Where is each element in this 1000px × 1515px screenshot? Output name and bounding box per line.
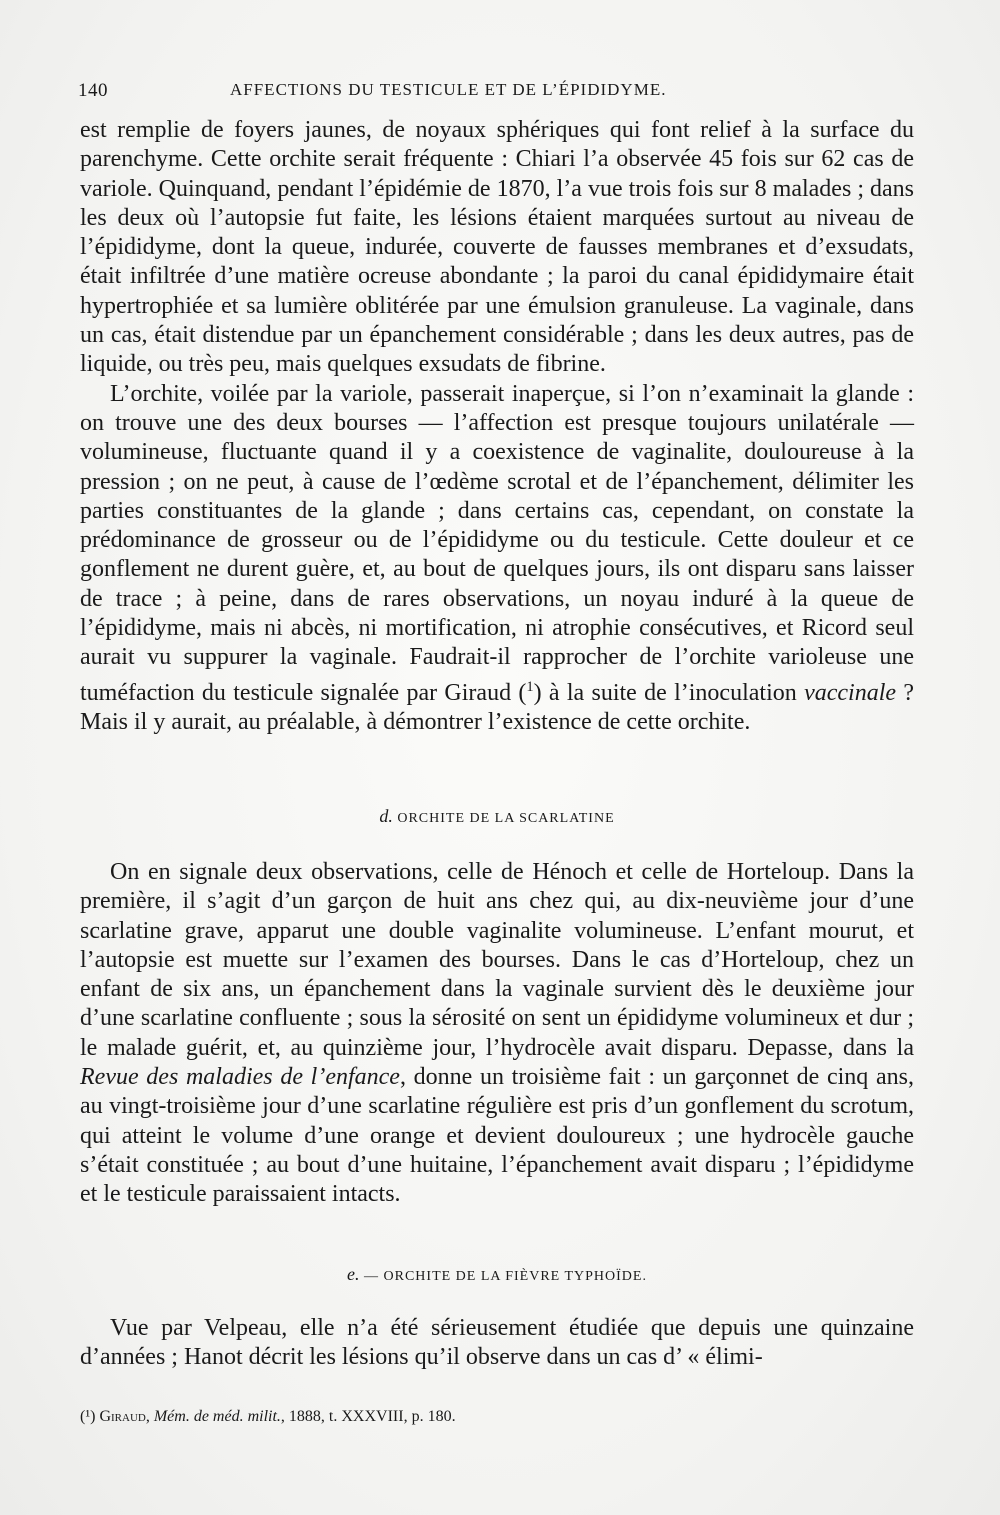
paragraph-typhoide: Vue par Velpeau, elle n’a été sérieusement étudiée que depuis une quinzaine d’années ; Hanot décrit les lésions qu’il observe dans un cas d’ « élimi- — [80, 1315, 914, 1371]
section-letter: d. — [379, 806, 393, 826]
footnote-citation: , 1888, t. XXXVIII, p. 180. — [280, 1408, 456, 1425]
paragraph-text: , donne un troisième fait : un garçonnet de cinq ans, au vingt-troisième jour d’une scarlatine régulière est pris d’un gonflement du scrotum, qui atteint le volume d’une orange et devient douloureux ; une hydrocèle gauche s’était constituée ; au bout d’une huitaine, l’épanchement avait disparu ; l’épididyme et le testicule paraissaient intacts. — [80, 1064, 914, 1208]
footnote-reference: 1 — [526, 678, 534, 695]
paragraph-variole-clinical — [80, 380, 914, 738]
paragraph-variole-lesions: est remplie de foyers jaunes, de noyaux sphériques qui font relief à la surface du parenchyme. Cette orchite serait fréquente : Chiari l’a observée 45 fois sur 62 cas de variole. Quinquand, pendant l’épidémie de 1870, l’a vue trois fois sur 8 malades ; dans les deux où l’autopsie fut faite, les lésions étaient marquées surtout au niveau de l’épididyme, dont la queue, indurée, couverte de fausses membranes et d’exsudats, était infiltrée d’une matière ocreuse abondante ; la paroi du canal épididymaire était hypertrophiée et sa lumière oblitérée par une émulsion granuleuse. La vaginale, dans un cas, était distendue par un épanchement considérable ; dans les deux autres, pas de liquide, ou très peu, mais quelques exsudats de fibrine. — [80, 117, 914, 378]
journal-title: Revue des maladies de l’enfance — [80, 1064, 400, 1091]
footnote-marker: (¹) — [80, 1408, 96, 1425]
section-title: ORCHITE DE LA SCARLATINE — [397, 811, 615, 826]
section-title: — ORCHITE DE LA FIÈVRE TYPHOÏDE. — [364, 1269, 647, 1284]
section-heading-typhoide — [80, 1264, 914, 1285]
paragraph-text: ) à la suite de l’inoculation — [533, 679, 805, 706]
footnote — [80, 1408, 914, 1426]
paragraph-text: L’orchite, voilée par la variole, passerait inaperçue, si l’on n’examinait la glande : on trouve une des deux bourses — l’affection est presque toujours unilatérale — volumineuse, fluctuante quand il y a coexistence de vaginalite, douloureuse à la pression ; on ne peut, à cause de l’œdème scrotal et de l’épanchement, délimiter les parties constituantes de la glande ; dans certains cas, cependant, on constate la prédominance de grosseur ou de l’épididyme ou du testicule. Cette douleur et ce gonflement ne durent guère, et, au bout de quelques jours, ils ont disparu sans laisser de trace ; à peine, dans de rares observations, un noyau induré à la queue de l’épididyme, mais ni abcès, ni mortification, ni atrophie consécutives, et Ricord seul aurait vu suppurer la vaginale. Faudrait-il rapprocher de l’orchite varioleuse une tuméfaction du testicule signalée par Giraud ( — [80, 380, 914, 706]
section-letter: e. — [347, 1264, 360, 1284]
paragraph-text: On en signale deux observations, celle de Hénoch et celle de Horteloup. Dans la première, il s’agit d’un garçon de huit ans chez qui, au dix-neuvième jour d’une scarlatine grave, apparut une double vaginalite volumineuse. L’enfant mourut, et l’autopsie est muette sur l’examen des bourses. Dans le cas d’Horteloup, chez un enfant de six ans, un épanchement dans la vaginale survient dès le deuxième jour d’une scarlatine confluente ; sous la sérosité on sent un épididyme volumineux et dur ; le malade guérit, et, au quinzième jour, l’hydrocèle avait disparu. Depasse, dans la — [80, 859, 914, 1061]
text-block-scarlatine — [80, 858, 914, 1210]
section-heading-scarlatine — [80, 806, 914, 827]
italic-term: vaccinale — [804, 679, 897, 706]
text-block-variole — [80, 116, 914, 737]
text-block-typhoide — [80, 1314, 914, 1373]
paragraph-scarlatine — [80, 858, 914, 1210]
footnote-author: Giraud, — [99, 1408, 150, 1425]
paragraph-text: ? Mais il y aurait, au préalable, à démontrer l’existence de cette orchite. — [80, 679, 914, 735]
running-title: AFFECTIONS DU TESTICULE ET DE L’ÉPIDIDYME. — [230, 80, 667, 99]
page-number: 140 — [78, 80, 108, 101]
running-header — [78, 80, 920, 110]
footnote-journal: Mém. de méd. milit. — [153, 1408, 281, 1425]
